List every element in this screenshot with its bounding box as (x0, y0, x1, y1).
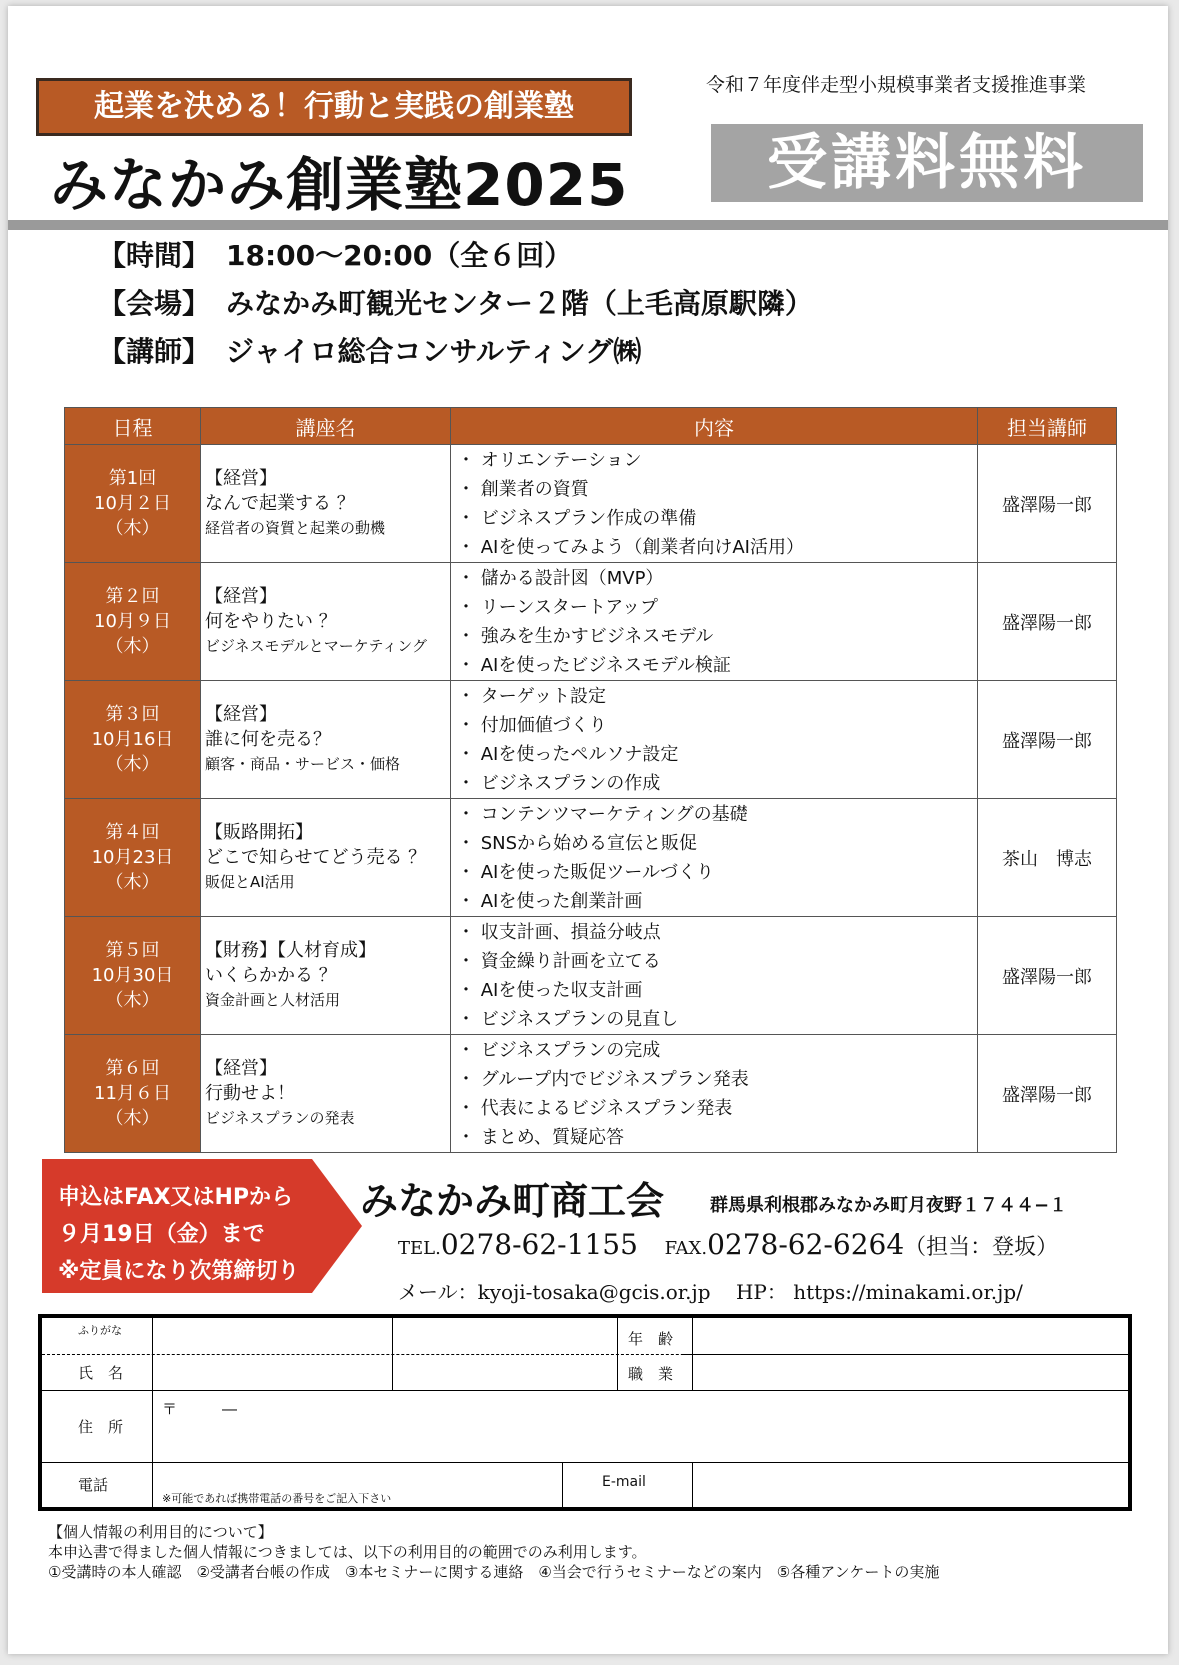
address-input[interactable] (153, 1391, 1128, 1462)
email-input[interactable] (693, 1463, 1128, 1507)
session-number: 第４回 (105, 822, 160, 843)
content-item: ・ AIを使ったペルソナ設定 (457, 743, 679, 765)
content-item-text: ビジネスプラン作成の準備 (480, 507, 697, 529)
furigana-label: ふりがな (78, 1324, 122, 1337)
course-title: 何をやりたい ？ (205, 611, 337, 632)
content-item-text: 資金繰り計画を立てる (480, 950, 661, 972)
course-cell (201, 917, 451, 1035)
content-item-text: SNSから始める宣伝と販促 (480, 832, 698, 854)
course-description: ビジネスプランの発表 (205, 1109, 355, 1127)
session-weekday: （木） (105, 518, 160, 539)
privacy-line: ①受講時の本人確認 ②受講者台帳の作成 ③本セミナーに関する連絡 ④当会で行うセミナーなどの案内 ⑤各種アンケートの実施 (48, 1563, 940, 1581)
name-input[interactable] (153, 1355, 617, 1390)
content-cell (451, 917, 978, 1035)
info-venue (98, 282, 813, 322)
deadline-line: ※定員になり次第締切り (58, 1259, 300, 1284)
schedule-table (64, 407, 1117, 1153)
program-name: 令和７年度伴走型小規模事業者支援推進事業 (706, 74, 1087, 96)
hp-link[interactable]: https://minakami.or.jp/ (793, 1280, 1023, 1304)
course-title: 行動せよ！ (205, 1083, 295, 1104)
teacher-cell: 盛澤陽一郎 (978, 681, 1117, 799)
session-date: 10月30日 (91, 965, 174, 986)
session-date-cell (65, 917, 201, 1035)
content-item: ・ ビジネスプランの見直し (457, 1008, 679, 1030)
info-value: ジャイロ総合コンサルティング㈱ (226, 335, 642, 368)
table-row (65, 445, 1117, 563)
deadline-text (58, 1179, 299, 1290)
form-line (617, 1318, 618, 1390)
fax-number: 0278-62-6264 (707, 1228, 905, 1261)
session-date-cell (65, 563, 201, 681)
info-instructor (98, 330, 641, 370)
privacy-notice (48, 1522, 939, 1582)
org-address: 群馬県利根郡みなかみ町月夜野１７４４−１ (710, 1195, 1068, 1216)
course-category: 【販路開拓】 (205, 822, 313, 843)
course-cell (201, 681, 451, 799)
content-item: ・ SNSから始める宣伝と販促 (457, 832, 698, 854)
header-date: 日程 (65, 408, 201, 445)
content-item: ・ オリエンテーション (457, 449, 642, 471)
content-item-text: ビジネスプランの完成 (480, 1039, 661, 1061)
fax-label: FAX. (664, 1238, 708, 1259)
name-label: 氏 名 (78, 1364, 124, 1382)
content-item: ・ 強みを生かすビジネスモデル (457, 625, 714, 647)
content-item: ・ AIを使った販促ツールづくり (457, 861, 714, 883)
subtitle-text: 起業を決める！行動と実践の創業塾 (94, 89, 574, 124)
info-time (98, 234, 572, 274)
deadline-line: 申込はFAX又はHPから (58, 1185, 294, 1210)
teacher-cell: 茶山 博志 (978, 799, 1117, 917)
email-label: E-mail (602, 1474, 646, 1490)
course-title: どこで知らせてどう売る ？ (205, 847, 427, 868)
main-title: みなかみ創業塾2025 (50, 151, 629, 219)
header-teacher: 担当講師 (978, 408, 1117, 445)
session-number: 第1回 (108, 468, 157, 489)
content-cell (451, 799, 978, 917)
course-category: 【経営】 (205, 704, 277, 725)
content-item-text: AIを使ってみよう（創業者向けAI活用） (480, 536, 804, 558)
content-item: ・ 収支計画、損益分岐点 (457, 921, 661, 943)
teacher-cell: 盛澤陽一郎 (978, 917, 1117, 1035)
content-item-text: 創業者の資質 (480, 478, 589, 500)
content-item-text: 代表によるビジネスプラン発表 (480, 1097, 733, 1119)
org-name: みなかみ町商工会 (360, 1179, 665, 1223)
course-cell (201, 799, 451, 917)
info-value: 18:00〜20:00（全６回） (226, 239, 573, 272)
course-category: 【経営】 (205, 468, 277, 489)
table-header-row (65, 408, 1117, 445)
content-item: ・ ビジネスプランの作成 (457, 772, 661, 794)
content-item-text: AIを使った販促ツールづくり (480, 861, 714, 883)
course-title: なんで起業する ？ (205, 493, 355, 514)
course-category: 【経営】 (205, 586, 277, 607)
table-row (65, 1035, 1117, 1153)
table-row (65, 917, 1117, 1035)
header-course: 講座名 (201, 408, 451, 445)
age-input[interactable] (693, 1318, 1128, 1354)
content-item: ・ リーンスタートアップ (457, 596, 659, 618)
phone-label: 電話 (78, 1476, 109, 1494)
content-item-text: ターゲット設定 (480, 685, 607, 707)
course-cell (201, 445, 451, 563)
content-item-text: AIを使った収支計画 (480, 979, 643, 1001)
session-number: 第３回 (105, 704, 160, 725)
content-item-text: グループ内でビジネスプラン発表 (480, 1068, 749, 1090)
contact-phone-fax (398, 1228, 1058, 1261)
hp-label: HP： (735, 1280, 787, 1304)
job-input[interactable] (693, 1355, 1128, 1390)
content-item-text: 儲かる設計図（MVP） (480, 567, 664, 589)
content-item-text: ビジネスプランの見直し (480, 1008, 679, 1030)
application-form (38, 1314, 1132, 1511)
teacher-cell: 盛澤陽一郎 (978, 1035, 1117, 1153)
content-item: ・ 代表によるビジネスプラン発表 (457, 1097, 733, 1119)
info-label: 【会場】 (98, 287, 211, 320)
furigana-input[interactable] (153, 1318, 392, 1354)
session-weekday: （木） (105, 990, 160, 1011)
course-title: いくらかかる ？ (205, 965, 337, 986)
info-label: 【講師】 (98, 335, 211, 368)
contact-person: （担当：登坂） (904, 1235, 1059, 1260)
session-date-cell (65, 681, 201, 799)
content-item-text: リーンスタートアップ (480, 596, 659, 618)
course-description: ビジネスモデルとマーケティング (205, 637, 428, 655)
header-content: 内容 (451, 408, 978, 445)
content-item-text: コンテンツマーケティングの基礎 (480, 803, 748, 825)
course-category: 【経営】 (205, 1058, 277, 1079)
content-item: ・ コンテンツマーケティングの基礎 (457, 803, 748, 825)
tel-number: 0278-62-1155 (440, 1228, 638, 1261)
info-label: 【時間】 (98, 239, 211, 272)
table-row (65, 681, 1117, 799)
subtitle-banner (36, 78, 632, 136)
session-weekday: （木） (105, 754, 160, 775)
session-weekday: （木） (105, 1108, 160, 1129)
session-date: 10月２日 (94, 493, 171, 514)
content-item-text: 収支計画、損益分岐点 (480, 921, 661, 943)
content-cell (451, 1035, 978, 1153)
privacy-heading: 【個人情報の利用目的について】 (48, 1523, 273, 1541)
privacy-line: 本申込書で得ました個人情報につきましては、以下の利用目的の範囲でのみ利用します。 (48, 1543, 647, 1561)
free-tuition-badge: 受講料無料 (711, 124, 1143, 202)
session-number: 第６回 (105, 1058, 160, 1079)
session-number: 第５回 (105, 940, 160, 961)
teacher-cell: 盛澤陽一郎 (978, 445, 1117, 563)
session-weekday: （木） (105, 872, 160, 893)
course-cell (201, 563, 451, 681)
content-item-text: ビジネスプランの作成 (480, 772, 661, 794)
session-number: 第２回 (105, 586, 160, 607)
course-category: 【財務】【人材育成】 (205, 940, 376, 961)
content-cell (451, 563, 978, 681)
postal-mark: 〒 ― (162, 1400, 238, 1418)
content-item: ・ AIを使ったビジネスモデル検証 (457, 654, 731, 676)
content-item: ・ AIを使ってみよう（創業者向けAI活用） (457, 536, 804, 558)
content-item: ・ ターゲット設定 (457, 685, 607, 707)
phone-note: ※可能であれば携帯電話の番号をご記入下さい (162, 1492, 392, 1505)
content-item: ・ 資金繰り計画を立てる (457, 950, 661, 972)
session-date: 10月16日 (91, 729, 174, 750)
content-item-text: オリエンテーション (480, 449, 642, 471)
form-line (562, 1462, 563, 1507)
course-description: 販促とAI活用 (205, 873, 295, 891)
course-title: 誰に何を売る？ (205, 729, 331, 750)
content-item-text: AIを使ったビジネスモデル検証 (480, 654, 731, 676)
table-row (65, 563, 1117, 681)
course-description: 顧客・商品・サービス・価格 (205, 755, 401, 773)
course-description: 資金計画と人材活用 (205, 991, 341, 1009)
content-item: ・ AIを使った創業計画 (457, 890, 643, 912)
content-item: ・ ビジネスプラン作成の準備 (457, 507, 697, 529)
address-label: 住 所 (78, 1418, 124, 1436)
content-item: ・ 創業者の資質 (457, 478, 589, 500)
phone-input[interactable] (153, 1463, 562, 1488)
session-weekday: （木） (105, 636, 160, 657)
content-item-text: 強みを生かすビジネスモデル (480, 625, 714, 647)
content-item: ・ ビジネスプランの完成 (457, 1039, 661, 1061)
session-date: 11月６日 (94, 1083, 171, 1104)
content-item: ・ 儲かる設計図（MVP） (457, 567, 664, 589)
session-date: 10月23日 (91, 847, 174, 868)
header-divider (8, 220, 1168, 230)
job-label: 職 業 (628, 1365, 674, 1383)
session-date: 10月９日 (94, 611, 171, 632)
mail-address[interactable]: kyoji-tosaka@gcis.or.jp (477, 1280, 711, 1304)
session-date-cell (65, 1035, 201, 1153)
course-cell (201, 1035, 451, 1153)
age-label: 年 齢 (628, 1330, 674, 1348)
content-cell (451, 445, 978, 563)
content-item: ・ まとめ、質疑応答 (457, 1126, 625, 1148)
session-date-cell (65, 445, 201, 563)
content-item: ・ AIを使った収支計画 (457, 979, 643, 1001)
mail-label: メール： (398, 1280, 478, 1304)
content-item-text: AIを使ったペルソナ設定 (480, 743, 679, 765)
session-date-cell (65, 799, 201, 917)
content-item: ・ 付加価値づくり (457, 714, 607, 736)
content-item-text: AIを使った創業計画 (480, 890, 643, 912)
tel-label: TEL. (398, 1238, 441, 1259)
content-cell (451, 681, 978, 799)
content-item: ・ グループ内でビジネスプラン発表 (457, 1068, 749, 1090)
info-value: みなかみ町観光センター２階（上毛高原駅隣） (226, 287, 813, 320)
table-row (65, 799, 1117, 917)
flyer-page (8, 6, 1168, 1654)
contact-mail-hp (398, 1276, 1023, 1305)
content-item-text: 付加価値づくり (480, 714, 607, 736)
deadline-line: ９月19日（金）まで (58, 1222, 265, 1247)
teacher-cell: 盛澤陽一郎 (978, 563, 1117, 681)
course-description: 経営者の資質と起業の動機 (205, 519, 386, 537)
content-item-text: まとめ、質疑応答 (480, 1126, 625, 1148)
